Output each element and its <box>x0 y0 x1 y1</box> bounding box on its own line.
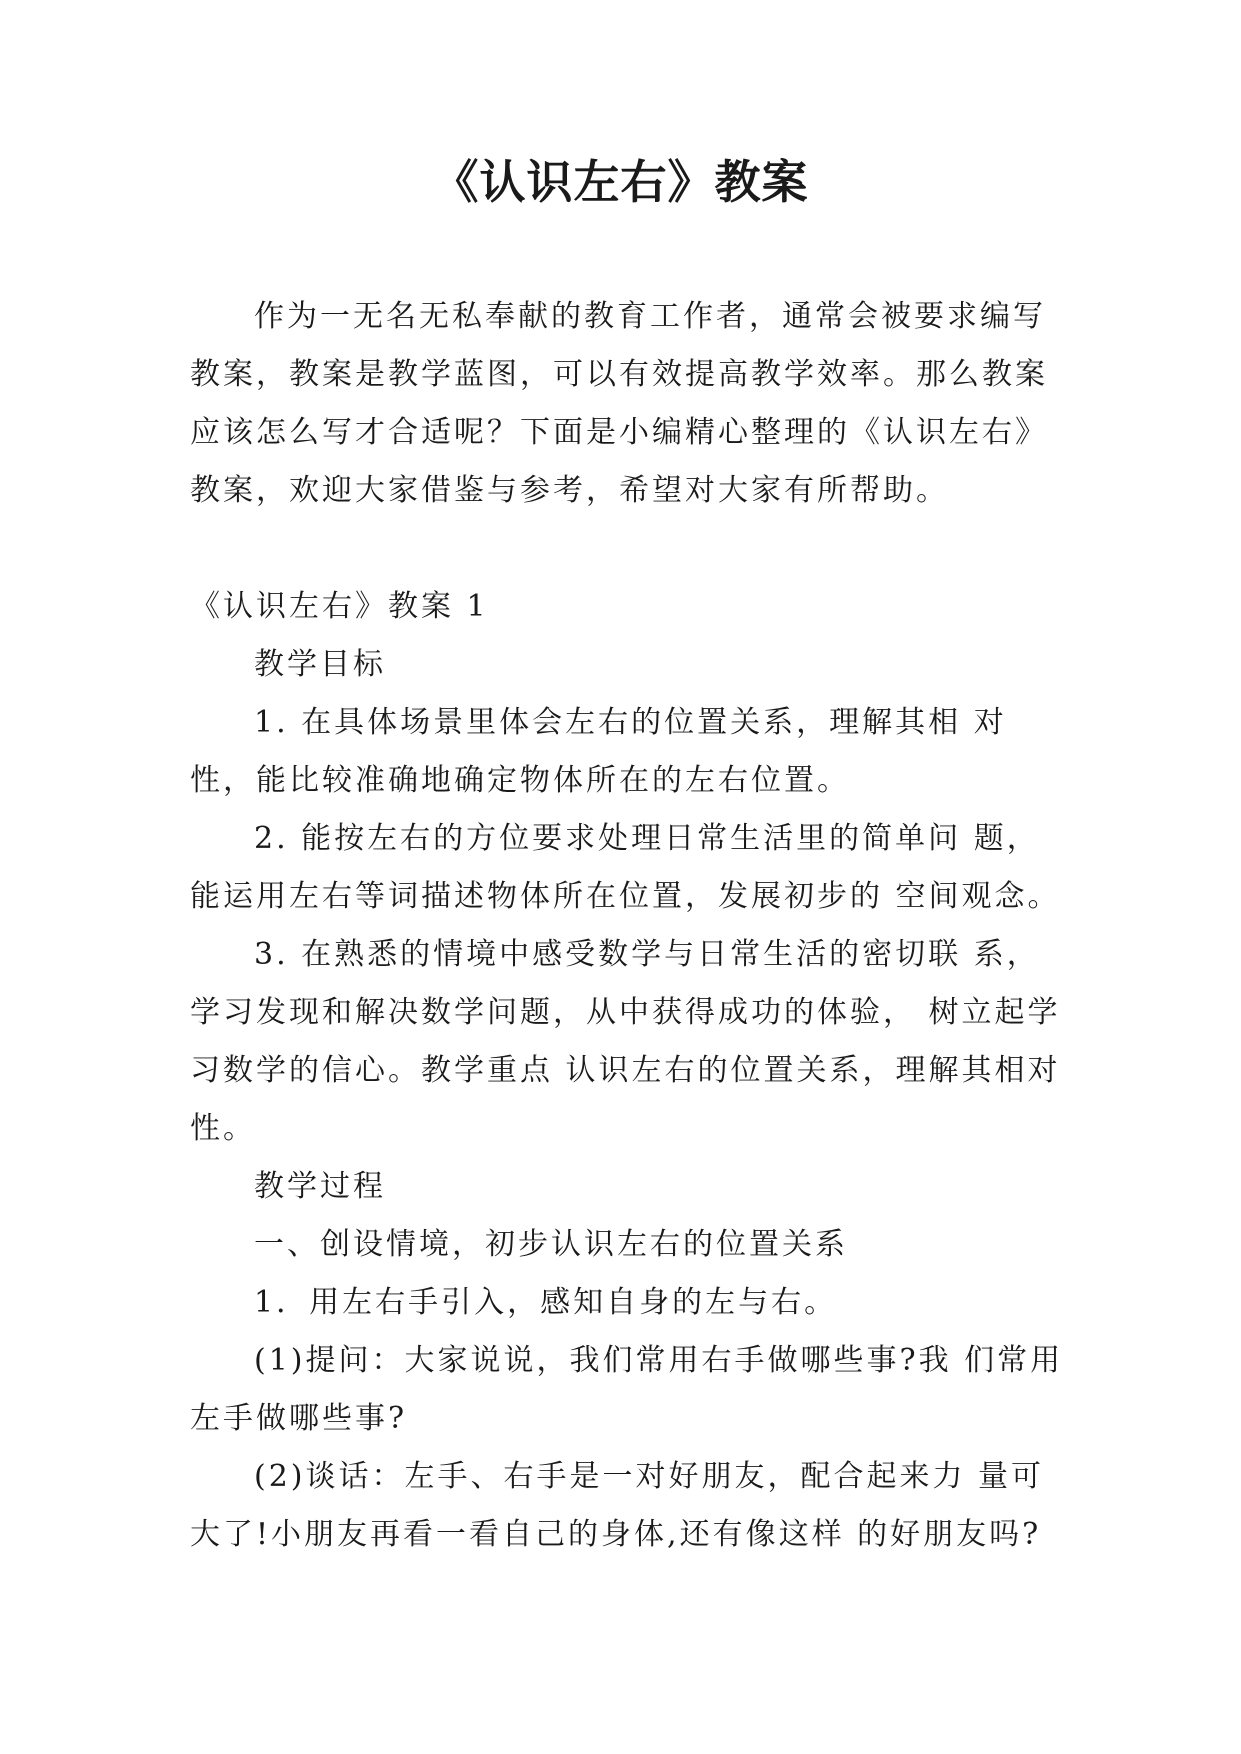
paragraph-talk-2: (2)谈话：左手、右手是一对好朋友，配合起来力 量可大了!小朋友再看一看自己的身体,还有像这样 的好朋友吗? <box>190 1459 1045 1552</box>
paragraph-goal-1: 1. 在具体场景里体会左右的位置关系，理解其相 对性，能比较准确地确定物体所在的左右位置。 <box>190 705 1007 798</box>
paragraph-goal-2: 2. 能按左右的方位要求处理日常生活里的简单问 题，能运用左右等词描述物体所在位置，发展初步的 空间观念。 <box>190 821 1061 914</box>
intro-paragraph: 作为一无名无私奉献的教育工作者，通常会被要求编写教案，教案是教学蓝图，可以有效提高教学效率。那么教案应该怎么写才合适呢？下面是小编精心整理的《认识左右》教案，欢迎大家借鉴与参考，希望对大家有所帮助。 <box>190 299 1048 508</box>
document-title: 《认识左右》教案 <box>432 155 809 209</box>
document-body <box>190 288 1070 1564</box>
section-heading: 《认识左右》教案 1 <box>190 589 489 624</box>
paragraph-step-1-1: 1．用左右手引入，感知自身的左与右。 <box>254 1285 838 1320</box>
paragraph-teaching-goals: 教学目标 <box>254 647 386 682</box>
paragraph-step-1: 一、创设情境，初步认识左右的位置关系 <box>254 1227 848 1262</box>
spacer <box>190 520 1070 578</box>
paragraph-question-1: (1)提问：大家说说，我们常用右手做哪些事?我 们常用左手做哪些事? <box>190 1343 1064 1436</box>
paragraph-goal-3: 3. 在熟悉的情境中感受数学与日常生活的密切联 系，学习发现和解决数学问题，从中获得成功的体验， 树立起学习数学的信心。教学重点 认识左右的位置关系，理解其相对性。 <box>190 937 1061 1146</box>
paragraph-teaching-process: 教学过程 <box>254 1169 386 1204</box>
